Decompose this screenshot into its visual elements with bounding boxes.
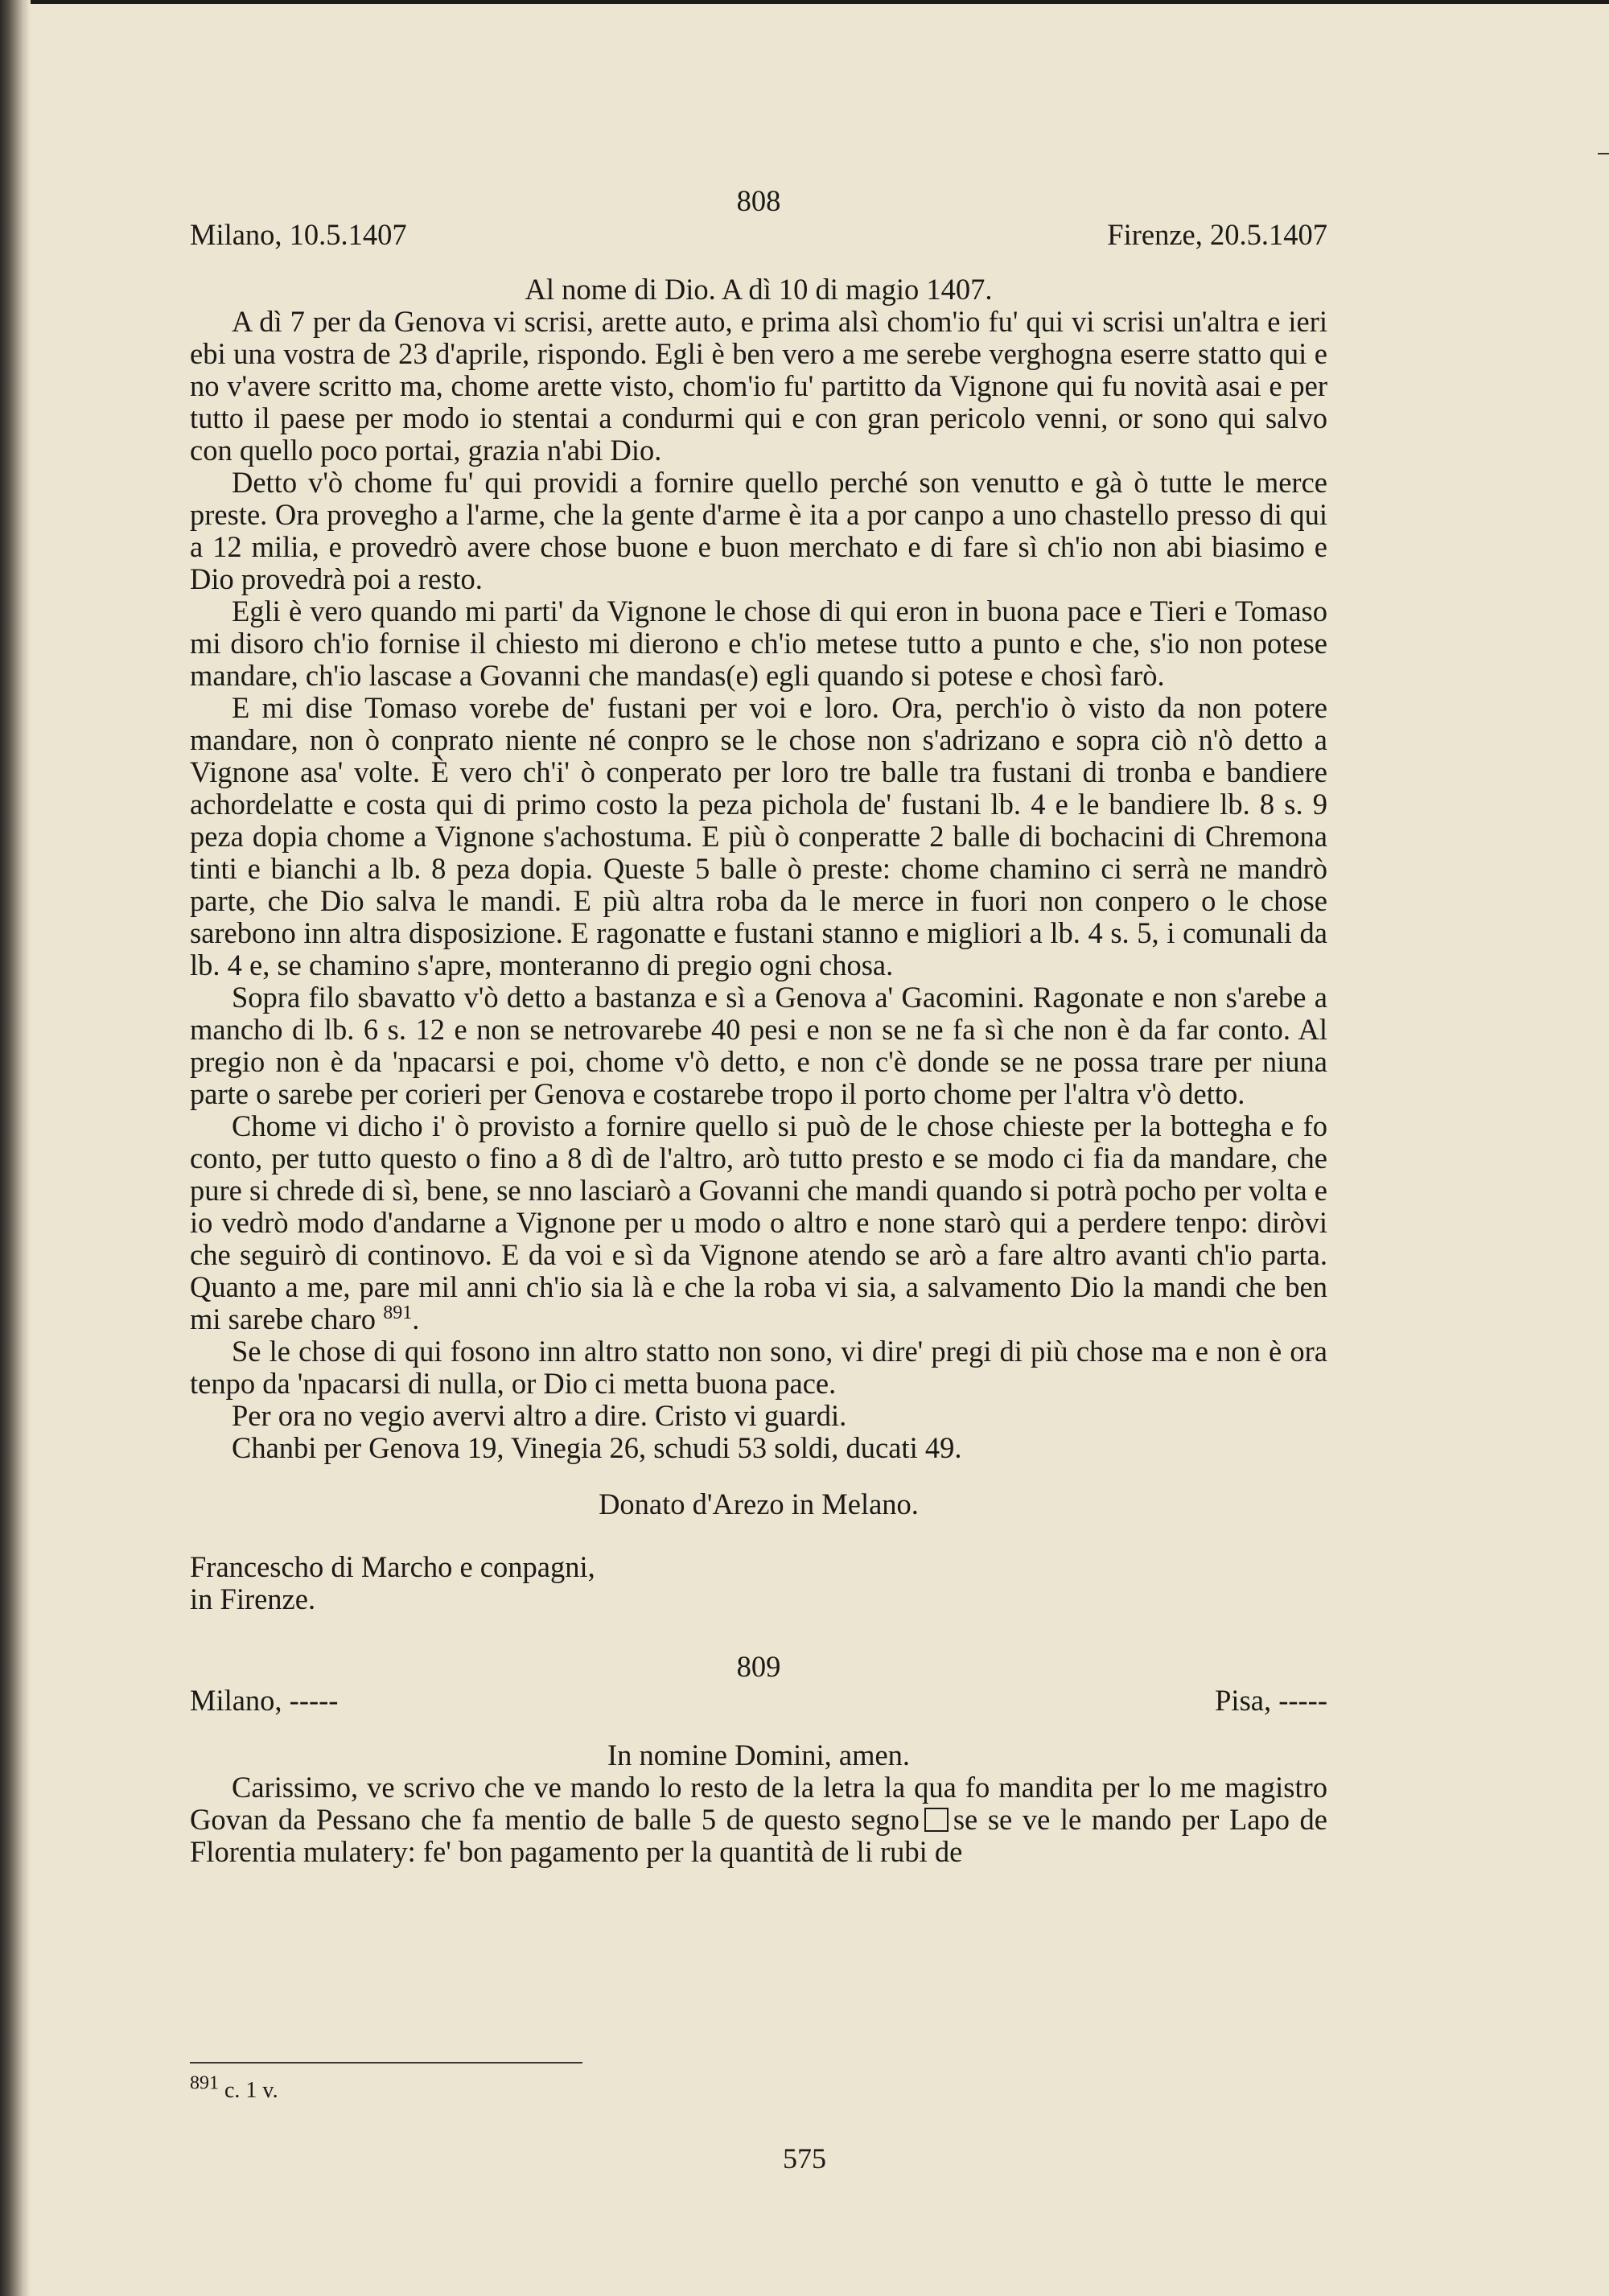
origin-place-date: Milano, 10.5.1407 [190, 218, 407, 251]
letter-text [190, 306, 1327, 1464]
footnote-separator [190, 2062, 582, 2064]
paragraph: Sopra filo sbavatto v'ò detto a bastanza e sì a Genova a' Gacomini. Ragonate e non s'arebe a mancho di lb. 6 s. 12 e non se netrovarebe 40 pesi e non se ne fa sì che non è da far conto. Al pregio non è da 'npacarsi e poi, chome v'ò detto, e non c'è donde se ne possa trare per niuna parte o sarebe per corieri per Genova e costarebe tropo il porto chome per l'altra v'ò detto. [190, 981, 1327, 1110]
paragraph: Detto v'ò chome fu' qui providi a fornire quello perché son venutto e gà ò tutte le merce preste. Ora provegho a l'arme, che la gente d'arme è ita a por canpo a uno chastello presso di qui a 12 milia, e provedrò avere chose buone e buon merchato e di fare sì ch'io non abi biasimo e Dio provedrà poi a resto. [190, 466, 1327, 595]
paragraph: Chanbi per Genova 19, Vinegia 26, schudi 53 soldi, ducati 49. [232, 1431, 962, 1464]
address-line: Francescho di Marcho e conpagni, [190, 1550, 595, 1583]
signature: Donato d'Arezo in Melano. [599, 1487, 919, 1520]
origin-place-date: Milano, ----- [190, 1684, 339, 1717]
paragraph [190, 1771, 1327, 1868]
letter-header [190, 1685, 1327, 1720]
merchant-mark-box-icon [924, 1808, 949, 1832]
page-edge-mark [1598, 153, 1609, 154]
letter-text [190, 1771, 1327, 1868]
paragraph: Egli è vero quando mi parti' da Vignone le chose di qui eron in buona pace e Tieri e Tomaso mi disoro ch'io fornise il chiesto mi dierono e ch'io metese tutto a punto e che, s'io non potese mandare, ch'io lascase a Govanni che mandas(e) egli quando si potese e chosì farò. [190, 595, 1327, 692]
address-line: in Firenze. [190, 1582, 316, 1615]
page-top-edge [0, 0, 1609, 4]
page-body [190, 185, 1327, 1868]
letter-809 [190, 1651, 1327, 1868]
destination-place-date: Pisa, ----- [1215, 1684, 1327, 1717]
footnote-text: c. 1 v. [224, 2078, 278, 2103]
footnote-number: 891 [190, 2072, 219, 2094]
paragraph-text: Chome vi dicho i' ò provisto a fornire quello si può de le chose chieste per la bottegha e fo conto, per tutto questo o fino a 8 dì de l'altro, arò tutto presto e se modo ci fia da mandare, che pure si chrede di sì, bene, se nno lasciarò a Govanni che mandi quando si potrà pocho per volta e io vedrò modo d'andarne a Vignone per u modo o altro e none starò qui a perdere tenpo: diròvi che seguirò di continovo. E da voi e sì da Vignone atendo se arò a fare altro avanti ch'io parta. Quanto a me, pare mil anni ch'io sia là e che la roba vi sia, a salvamento Dio la mandi che ben mi sarebe charo [190, 1109, 1327, 1335]
paragraph: Se le chose di qui fosono inn altro statto non sono, vi dire' pregi di più chose ma e non è ora tenpo da 'npacarsi di nulla, or Dio ci metta buona pace. [190, 1335, 1327, 1400]
destination-place-date: Firenze, 20.5.1407 [1107, 218, 1327, 251]
paragraph: Per ora no vegio avervi altro a dire. Cristo vi guardi. [232, 1399, 847, 1432]
paragraph: E mi dise Tomaso vorebe de' fustani per voi e loro. Ora, perch'io ò visto da non potere mandare, non ò conprato niente né conpro se le chose non s'adrizano e sopra ciò n'ò detto a Vignone asa' volte. È vero ch'i' ò conperato per loro tre balle tra fustani di tronba e bandiere achordelatte e costa qui di primo costo la peza pichola de' fustani lb. 4 e le bandiere lb. 8 s. 9 peza dopia chome a Vignone s'achostuma. E più ò conperatte 2 balle di bochacini di Chremona tinti e bianchi a lb. 8 peza dopia. Queste 5 balle ò preste: chome chamino ci serrà ne mandrò parte, che Dio salva le mandi. E più altra roba da le merce in fuori non conpero o le chose sarebono inn altra disposizione. E ragonatte e fustani stanno e migliori a lb. 4 s. 5, i comunali da lb. 4 e, se chamino s'apre, monteranno di pregio ogni chosa. [190, 691, 1327, 981]
letter-808 [190, 185, 1327, 1615]
footnote-reference[interactable]: 891 [383, 1302, 413, 1323]
page-number: 575 [783, 2142, 826, 2175]
book-spine-shadow [0, 0, 31, 2296]
paragraph: A dì 7 per da Genova vi scrisi, arette auto, e prima alsì chom'io fu' qui vi scrisi un'altra e ieri ebi una vostra de 23 d'aprile, rispondo. Egli è ben vero a me serebe verghogna eserre statto qui e no v'avere scritto ma, chome arette visto, chom'io fu' partitto da Vignone qui fu novità asai e per tutto il paese per modo io stentai a condurmi qui e con gran pericolo venni, or sono qui salvo con quello poco portai, grazia n'abi Dio. [190, 305, 1327, 467]
paragraph-text: Carissimo, ve scrivo che ve mando lo resto de la letra la qua fo mandita per lo me magistro Govan da Pessano che fa mentio de balle 5 de questo segno [190, 1771, 1327, 1836]
letter-header [190, 219, 1327, 254]
salutation: Al nome di Dio. A dì 10 di magio 1407. [525, 273, 993, 306]
entry-number: 809 [736, 1650, 781, 1683]
paragraph-with-footnote: Chome vi dicho i' ò provisto a fornire quello si può de le chose chieste per la bottegha e fo conto, per tutto questo o fino a 8 dì de l'altro, arò tutto presto e se modo ci fia da mandare, che pure si chrede di sì, bene, se nno lasciarò a Govanni che mandi quando si potrà pocho per volta e io vedrò modo d'andarne a Vignone per u modo o altro e none starò qui a perdere tenpo: diròvi che seguirò di continovo. E da voi e sì da Vignone atendo se arò a fare altro avanti ch'io parta. Quanto a me, pare mil anni ch'io sia là e che la roba vi sia, a salvamento Dio la mandi che ben mi sarebe charo $^{891}$. [190, 1109, 1327, 1335]
paragraph-text: se se ve le mando per Lapo de Florentia mulatery: fe' bon pagamento per la quantità de li rubi de [190, 1803, 1327, 1868]
entry-number: 808 [736, 184, 781, 217]
salutation: In nomine Domini, amen. [607, 1738, 911, 1771]
footnote [190, 2072, 278, 2104]
address-block [190, 1551, 1327, 1615]
